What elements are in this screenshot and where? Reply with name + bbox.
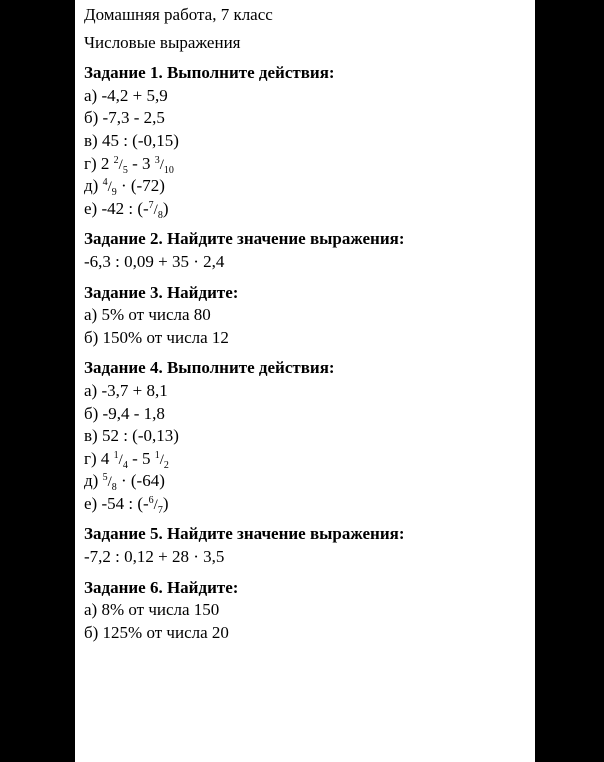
fraction: $^3/_{10}$	[154, 154, 174, 176]
task-6-item-a: а) 8% от числа 150	[84, 600, 220, 620]
task-5-expression: -7,2 : 0,12 + 28 · 3,5	[84, 547, 225, 567]
task-4-heading: Задание 4. Выполните действия:	[84, 358, 335, 378]
fraction: $^1/_4$	[113, 449, 128, 471]
task-6-heading: Задание 6. Найдите:	[84, 577, 239, 597]
topic-title: Числовые выражения	[84, 32, 241, 52]
worksheet-page	[75, 0, 535, 762]
task-1-item-e: д) $^4/_9 \cdot (-72)$	[84, 176, 165, 199]
fraction: $^4/_9$	[102, 177, 117, 199]
task-3-item-a: а) 5% от числа 80	[84, 305, 211, 325]
worksheet-content	[84, 4, 535, 644]
fraction: $^2/_5$	[113, 154, 128, 176]
task-2-expression: -6,3 : 0,09 + 35 · 2,4	[84, 251, 225, 271]
task-6-item-b: б) 125% от числа 20	[84, 622, 229, 642]
task-3-heading: Задание 3. Найдите:	[84, 282, 239, 302]
task-1-heading: Задание 1. Выполните действия:	[84, 63, 335, 83]
task-1-item-b: б) -7,3 - 2,5	[84, 108, 165, 128]
task-3-item-b: б) 150% от числа 12	[84, 327, 229, 347]
task-1-item-d: г) 2 $^2/_5 - 3$ $^3/_{10}$	[84, 153, 174, 176]
task-2-heading: Задание 2. Найдите значение выражения:	[84, 229, 405, 249]
fraction: $^6/_7$	[148, 494, 163, 516]
task-4-item-d: г) 4 $^1/_4 - 5$ $^1/_2$	[84, 448, 169, 471]
task-4-item-e: д) $^5/_8 \cdot (-64)$	[84, 471, 165, 494]
task-4-item-f: е) -54 : $(-^6/_7)$	[84, 493, 169, 516]
task-4-item-a: а) -3,7 + 8,1	[84, 380, 168, 400]
task-1-item-f: е) -42 : $(-^7/_8)$	[84, 198, 169, 221]
fraction: $^7/_8$	[148, 199, 163, 221]
task-1-item-c: в) 45 : (-0,15)	[84, 130, 179, 150]
task-4-item-c: в) 52 : (-0,13)	[84, 426, 179, 446]
task-5-heading: Задание 5. Найдите значение выражения:	[84, 524, 405, 544]
fraction: $^1/_2$	[154, 449, 169, 471]
task-4-item-b: б) -9,4 - 1,8	[84, 403, 165, 423]
fraction: $^5/_8$	[102, 472, 117, 494]
page-title: Домашняя работа, 7 класс	[84, 5, 273, 24]
task-1-item-a: а) -4,2 + 5,9	[84, 85, 168, 105]
